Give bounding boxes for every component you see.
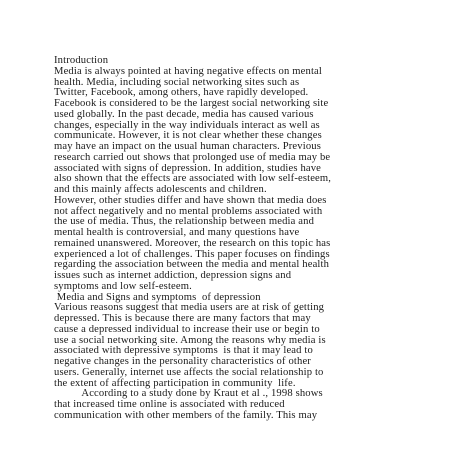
text-line: communication with other members of the family. This may	[54, 409, 318, 421]
section-heading: Media and Signs and symptoms of depression	[54, 291, 261, 303]
text-line: symptoms and low self-esteem.	[54, 280, 192, 292]
text-line: Facebook is considered to be the largest social networking site	[54, 98, 329, 109]
text-line: Various reasons suggest that media users are at risk of getting	[54, 302, 325, 314]
text-line: mental health is controversial, and many questions have	[54, 227, 300, 238]
text-line: remained unanswered. Moreover, the research on this topic has	[54, 237, 331, 249]
text-line: Twitter, Facebook, among others, have rapidly developed.	[54, 87, 309, 99]
text-line: that increased time online is associated with reduced	[54, 399, 285, 410]
document-body	[54, 56, 414, 422]
text-line: communicate. However, it is not clear whether these changes	[54, 130, 322, 142]
text-line: depressed. This is because there are many factors that may	[54, 313, 311, 324]
text-line: However, other studies differ and have shown that media does	[54, 194, 327, 206]
text-line: the use of media. Thus, the relationship between media and	[54, 216, 315, 228]
text-line: research carried out shows that prolonged use of media may be	[54, 151, 331, 163]
text-line: issues such as internet addiction, depression signs and	[54, 270, 292, 281]
text-line: associated with signs of depression. In addition, studies have	[54, 162, 322, 174]
text-line: Media is always pointed at having negative effects on mental	[54, 65, 322, 77]
text-line: regarding the association between the media and mental health	[54, 259, 330, 271]
text-line: the extent of affecting participation in community life.	[54, 377, 296, 389]
text-line: used globally. In the past decade, media has caused various	[54, 108, 314, 120]
text-line: health. Media, including social networking sites such as	[54, 76, 300, 88]
text-line: associated with depressive symptoms is that it may lead to	[54, 345, 313, 357]
text-line: and this mainly affects adolescents and children.	[54, 184, 267, 195]
text-line: may have an impact on the usual human characters. Previous	[54, 141, 321, 152]
text-line: users. Generally, internet use affects the social relationship to	[54, 366, 324, 378]
text-line: also shown that the effects are associated with low self-esteem,	[54, 173, 332, 185]
text-line: According to a study done by Kraut et al ., 1998 shows	[54, 388, 323, 400]
text-line: use a social networking site. Among the reasons why media is	[54, 334, 326, 346]
text-line: negative changes in the personality characteristics of other	[54, 356, 311, 367]
section-heading: Introduction	[54, 55, 109, 66]
text-line: not affect negatively and no mental problems associated with	[54, 205, 323, 217]
text-line: changes, especially in the way individuals interact as well as	[54, 119, 320, 131]
text-line: cause a depressed individual to increase their use or begin to	[54, 323, 320, 335]
text-line: experienced a lot of challenges. This paper focuses on findings	[54, 248, 330, 260]
